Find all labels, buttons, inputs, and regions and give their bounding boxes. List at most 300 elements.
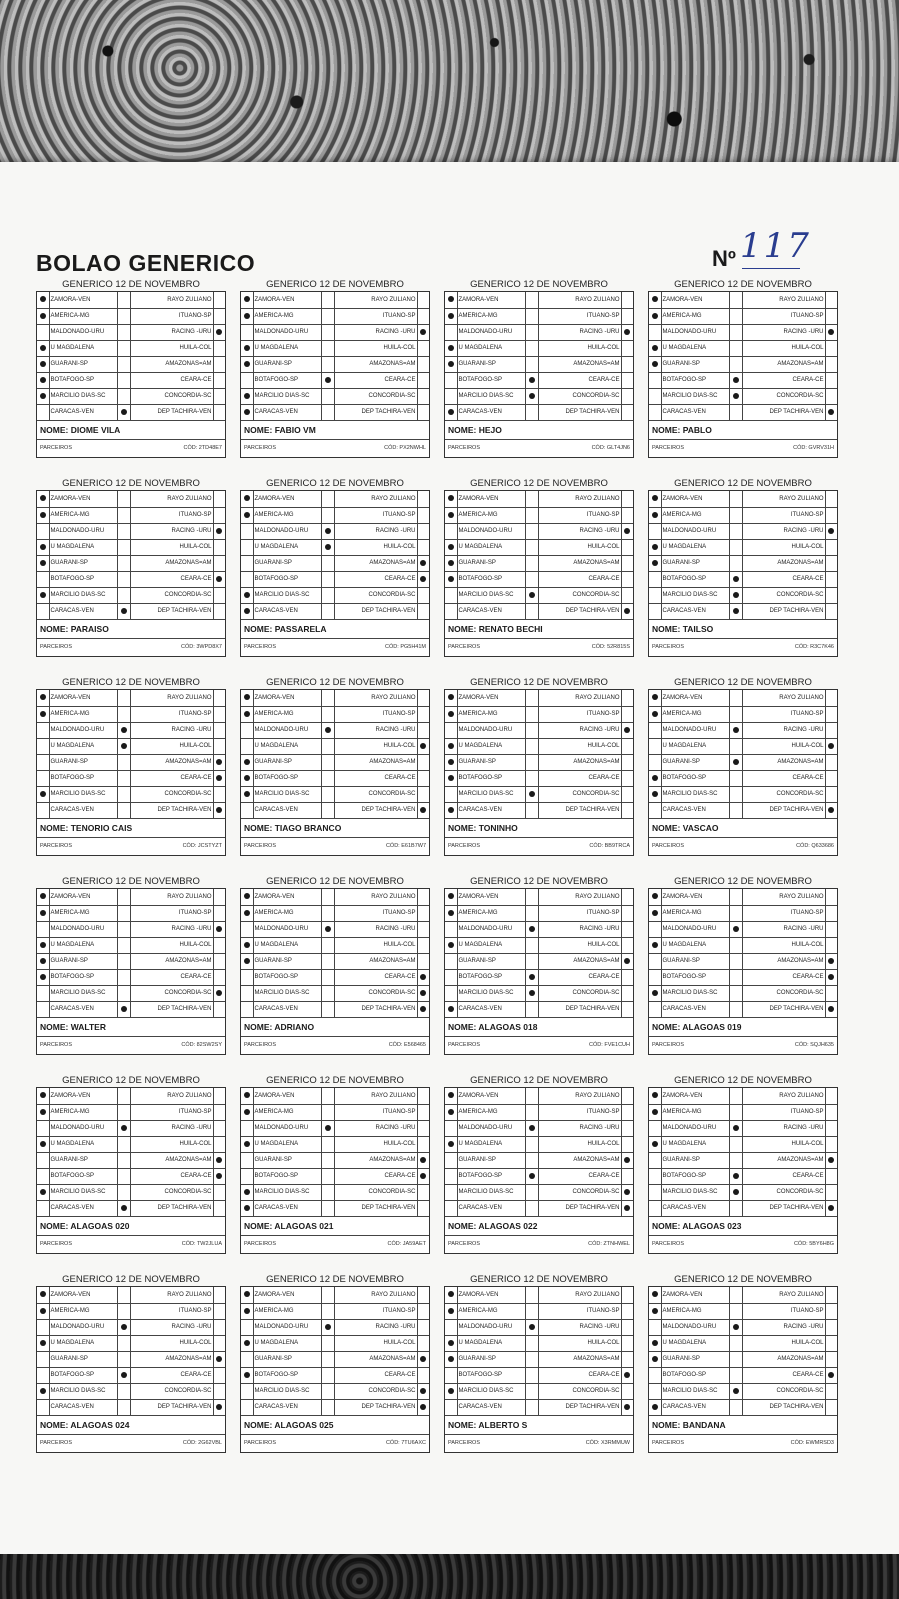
away-pick-cell (825, 507, 837, 523)
home-pick-cell (649, 786, 661, 802)
home-team: BOTAFOGO-SP (661, 770, 729, 786)
partners-label: PARCEIROS (448, 1041, 480, 1048)
home-team: GUARANI-SP (457, 1351, 525, 1367)
pick-mark-icon (325, 377, 331, 383)
game-row (445, 690, 633, 706)
home-team: CARACAS-VEN (661, 404, 729, 420)
home-team: AMERICA-MG (49, 905, 117, 921)
draw-pick-cell (117, 388, 130, 404)
pick-mark-icon (244, 942, 250, 948)
away-pick-cell (621, 1184, 633, 1200)
away-pick-cell (825, 1383, 837, 1399)
away-team: AMAZONAS=AM (130, 953, 213, 969)
home-pick-cell (241, 1351, 253, 1367)
player-name: FABIO VM (274, 424, 316, 435)
game-row (649, 1136, 837, 1152)
game-row (649, 1104, 837, 1120)
pick-mark-icon (624, 727, 630, 733)
game-row (445, 1383, 633, 1399)
draw-pick-cell (117, 1335, 130, 1351)
away-pick-cell (213, 308, 225, 324)
home-pick-cell (445, 523, 457, 539)
away-pick-cell (417, 1399, 429, 1415)
away-pick-cell (417, 539, 429, 555)
draw-pick-cell (729, 722, 742, 738)
player-name-prefix: NOME: (448, 1021, 477, 1032)
pick-mark-icon (652, 711, 658, 717)
pick-mark-icon (448, 296, 454, 302)
ticket-card-box (648, 888, 838, 1055)
home-pick-cell (445, 937, 457, 953)
away-team: DEP TACHIRA-VEN (538, 404, 621, 420)
home-pick-cell (241, 1399, 253, 1415)
home-team: GUARANI-SP (253, 953, 321, 969)
pick-mark-icon (244, 694, 250, 700)
partners-label: PARCEIROS (448, 444, 480, 451)
draw-pick-cell (729, 1152, 742, 1168)
away-pick-cell (417, 340, 429, 356)
home-team: BOTAFOGO-SP (253, 372, 321, 388)
home-team: AMERICA-MG (457, 706, 525, 722)
home-team: ZAMORA-VEN (49, 292, 117, 308)
player-name-prefix: NOME: (244, 1419, 273, 1430)
home-team: U MAGDALENA (457, 1335, 525, 1351)
game-row (241, 1303, 429, 1319)
home-team: MARCILIO DIAS-SC (253, 1184, 321, 1200)
pick-mark-icon (652, 1308, 658, 1314)
game-row (37, 388, 225, 404)
away-pick-cell (825, 1001, 837, 1017)
away-team: ITUANO-SP (538, 706, 621, 722)
pick-mark-icon (420, 329, 426, 335)
home-pick-cell (649, 555, 661, 571)
game-row (241, 404, 429, 420)
player-name-row (241, 1018, 429, 1037)
pick-mark-icon (420, 1006, 426, 1012)
away-pick-cell (213, 1383, 225, 1399)
home-pick-cell (241, 507, 253, 523)
home-team: GUARANI-SP (49, 1152, 117, 1168)
away-pick-cell (417, 1351, 429, 1367)
home-pick-cell (445, 603, 457, 619)
home-team: MALDONADO-URU (253, 1319, 321, 1335)
pick-mark-icon (216, 576, 222, 582)
away-pick-cell (417, 802, 429, 818)
away-team: CEARA-CE (130, 1168, 213, 1184)
pick-mark-icon (828, 1006, 834, 1012)
away-pick-cell (417, 292, 429, 308)
away-pick-cell (825, 738, 837, 754)
home-pick-cell (37, 1104, 49, 1120)
away-team: DEP TACHIRA-VEN (334, 1001, 417, 1017)
away-team: AMAZONAS=AM (742, 953, 825, 969)
home-pick-cell (445, 1351, 457, 1367)
player-name-prefix: NOME: (652, 424, 681, 435)
away-team: DEP TACHIRA-VEN (538, 603, 621, 619)
game-row (649, 1200, 837, 1216)
away-team: RACING -URU (130, 722, 213, 738)
home-pick-cell (37, 523, 49, 539)
game-row (37, 1120, 225, 1136)
away-pick-cell (213, 388, 225, 404)
draw-pick-cell (117, 507, 130, 523)
away-pick-cell (621, 802, 633, 818)
home-team: ZAMORA-VEN (457, 491, 525, 507)
ticket-footer (649, 1435, 837, 1452)
away-team: ITUANO-SP (742, 706, 825, 722)
draw-pick-cell (321, 372, 334, 388)
pick-mark-icon (733, 1324, 739, 1330)
game-row (241, 1184, 429, 1200)
ticket-code (795, 639, 834, 656)
draw-pick-cell (729, 1367, 742, 1383)
game-row (445, 770, 633, 786)
game-row (649, 1399, 837, 1415)
game-row (37, 969, 225, 985)
pick-mark-icon (448, 1340, 454, 1346)
draw-pick-cell (525, 308, 538, 324)
ticket-code (795, 1037, 834, 1054)
away-pick-cell (213, 1351, 225, 1367)
home-team: BOTAFOGO-SP (457, 1168, 525, 1184)
away-team: RACING -URU (538, 1120, 621, 1136)
draw-pick-cell (525, 1287, 538, 1303)
pick-mark-icon (244, 512, 250, 518)
pick-mark-icon (244, 1109, 250, 1115)
game-row (241, 770, 429, 786)
away-pick-cell (621, 786, 633, 802)
home-pick-cell (37, 555, 49, 571)
draw-pick-cell (729, 324, 742, 340)
home-pick-cell (241, 372, 253, 388)
home-pick-cell (445, 754, 457, 770)
draw-pick-cell (321, 1088, 334, 1104)
away-pick-cell (621, 905, 633, 921)
home-pick-cell (241, 953, 253, 969)
draw-pick-cell (117, 738, 130, 754)
home-team: CARACAS-VEN (253, 603, 321, 619)
ticket-code-value: 7TU6AXC (401, 1439, 426, 1446)
home-pick-cell (445, 1367, 457, 1383)
away-team: CONCORDIA-SC (742, 587, 825, 603)
draw-pick-cell (525, 985, 538, 1001)
draw-pick-cell (729, 754, 742, 770)
games-table (649, 292, 837, 421)
game-row (241, 1399, 429, 1415)
draw-pick-cell (729, 587, 742, 603)
away-team: CEARA-CE (334, 372, 417, 388)
away-team: AMAZONAS=AM (130, 754, 213, 770)
player-name: TENORIO CAIS (70, 822, 133, 833)
game-row (37, 985, 225, 1001)
home-pick-cell (241, 292, 253, 308)
away-pick-cell (417, 770, 429, 786)
home-team: MARCILIO DIAS-SC (49, 786, 117, 802)
ticket-code-prefix: CÓD: (384, 444, 398, 451)
draw-pick-cell (729, 603, 742, 619)
home-team: U MAGDALENA (49, 738, 117, 754)
game-row (37, 1351, 225, 1367)
game-row (241, 738, 429, 754)
game-row (445, 889, 633, 905)
game-row (241, 1319, 429, 1335)
home-team: U MAGDALENA (49, 340, 117, 356)
home-pick-cell (445, 1001, 457, 1017)
away-pick-cell (621, 1104, 633, 1120)
home-team: GUARANI-SP (457, 555, 525, 571)
game-row (241, 953, 429, 969)
home-pick-cell (649, 340, 661, 356)
ticket-code-prefix: CÓD: (591, 444, 606, 451)
away-team: DEP TACHIRA-VEN (334, 603, 417, 619)
pick-mark-icon (529, 393, 535, 399)
home-pick-cell (241, 1367, 253, 1383)
away-pick-cell (825, 523, 837, 539)
partners-label: PARCEIROS (448, 1240, 480, 1247)
player-name-prefix: NOME: (448, 1220, 477, 1231)
ticket-card-box (36, 1286, 226, 1453)
ticket-card-title: GENERICO 12 DE NOVEMBRO (266, 677, 404, 688)
pick-mark-icon (40, 1308, 46, 1314)
draw-pick-cell (729, 1303, 742, 1319)
ticket-code-prefix: CÓD: (793, 444, 807, 451)
game-row (445, 1335, 633, 1351)
game-row (241, 1383, 429, 1399)
away-pick-cell (825, 937, 837, 953)
game-row (241, 985, 429, 1001)
draw-pick-cell (729, 889, 742, 905)
away-team: DEP TACHIRA-VEN (538, 1399, 621, 1415)
game-row (37, 1168, 225, 1184)
ticket-card-title: GENERICO 12 DE NOVEMBRO (266, 1075, 404, 1086)
pick-mark-icon (40, 958, 46, 964)
home-team: AMERICA-MG (253, 507, 321, 523)
ticket-card-title: GENERICO 12 DE NOVEMBRO (470, 1274, 608, 1285)
draw-pick-cell (525, 1120, 538, 1136)
home-pick-cell (241, 603, 253, 619)
home-team: CARACAS-VEN (457, 1001, 525, 1017)
away-team: DEP TACHIRA-VEN (742, 1200, 825, 1216)
pick-mark-icon (529, 377, 535, 383)
home-pick-cell (649, 491, 661, 507)
game-row (445, 921, 633, 937)
away-pick-cell (417, 1168, 429, 1184)
away-pick-cell (213, 571, 225, 587)
pick-mark-icon (733, 926, 739, 932)
away-team: AMAZONAS=AM (334, 356, 417, 372)
home-team: BOTAFOGO-SP (661, 571, 729, 587)
away-team: ITUANO-SP (130, 1104, 213, 1120)
pick-mark-icon (448, 1388, 454, 1394)
away-pick-cell (621, 754, 633, 770)
ticket-code (386, 1435, 426, 1452)
player-name: WALTER (70, 1021, 106, 1032)
away-team: RAYO ZULIANO (334, 690, 417, 706)
away-pick-cell (621, 1319, 633, 1335)
home-team: ZAMORA-VEN (457, 889, 525, 905)
draw-pick-cell (525, 754, 538, 770)
home-team: BOTAFOGO-SP (253, 1367, 321, 1383)
game-row (241, 308, 429, 324)
ticket-card-title: GENERICO 12 DE NOVEMBRO (62, 1274, 200, 1285)
draw-pick-cell (117, 1367, 130, 1383)
ticket-card-box (444, 291, 634, 458)
game-row (241, 372, 429, 388)
home-team: U MAGDALENA (457, 937, 525, 953)
games-table (445, 889, 633, 1018)
ticket-code-prefix: CÓD: (182, 842, 197, 849)
pick-mark-icon (733, 377, 739, 383)
ticket-card-box (36, 490, 226, 657)
ticket-card (444, 1273, 634, 1457)
pick-mark-icon (652, 893, 658, 899)
home-team: GUARANI-SP (661, 356, 729, 372)
ticket-code (791, 1435, 834, 1452)
sheet-number-underline (742, 268, 800, 269)
home-team: MARCILIO DIAS-SC (661, 985, 729, 1001)
home-team: GUARANI-SP (253, 555, 321, 571)
away-team: DEP TACHIRA-VEN (130, 1200, 213, 1216)
away-pick-cell (621, 539, 633, 555)
draw-pick-cell (729, 340, 742, 356)
home-team: GUARANI-SP (253, 1152, 321, 1168)
draw-pick-cell (525, 770, 538, 786)
home-pick-cell (241, 356, 253, 372)
pick-mark-icon (244, 495, 250, 501)
draw-pick-cell (321, 587, 334, 603)
pick-mark-icon (216, 759, 222, 765)
game-row (649, 754, 837, 770)
away-pick-cell (417, 507, 429, 523)
draw-pick-cell (729, 1399, 742, 1415)
home-team: ZAMORA-VEN (49, 491, 117, 507)
home-pick-cell (445, 1319, 457, 1335)
pick-mark-icon (828, 329, 834, 335)
ticket-card-title: GENERICO 12 DE NOVEMBRO (470, 478, 608, 489)
partners-label: PARCEIROS (40, 1439, 72, 1446)
game-row (241, 388, 429, 404)
draw-pick-cell (321, 1351, 334, 1367)
draw-pick-cell (117, 404, 130, 420)
game-row (649, 937, 837, 953)
game-row (37, 953, 225, 969)
pick-mark-icon (624, 329, 630, 335)
away-team: ITUANO-SP (742, 905, 825, 921)
home-team: ZAMORA-VEN (661, 491, 729, 507)
away-team: RAYO ZULIANO (130, 690, 213, 706)
away-team: RACING -URU (334, 523, 417, 539)
away-pick-cell (417, 985, 429, 1001)
pick-mark-icon (216, 1404, 222, 1410)
ticket-code-prefix: CÓD: (589, 842, 604, 849)
draw-pick-cell (729, 356, 742, 372)
away-team: RAYO ZULIANO (538, 690, 621, 706)
game-row (37, 1335, 225, 1351)
home-pick-cell (241, 1152, 253, 1168)
player-name-row (445, 620, 633, 639)
player-name-row (37, 1217, 225, 1236)
home-team: MARCILIO DIAS-SC (49, 388, 117, 404)
game-row (37, 340, 225, 356)
home-team: GUARANI-SP (661, 1152, 729, 1168)
games-table (649, 889, 837, 1018)
home-team: MARCILIO DIAS-SC (49, 1184, 117, 1200)
draw-pick-cell (729, 1088, 742, 1104)
home-team: CARACAS-VEN (253, 1399, 321, 1415)
home-team: U MAGDALENA (253, 1335, 321, 1351)
game-row (241, 937, 429, 953)
home-team: BOTAFOGO-SP (661, 1168, 729, 1184)
away-pick-cell (621, 1168, 633, 1184)
home-team: BOTAFOGO-SP (253, 969, 321, 985)
away-team: HUILA-COL (742, 539, 825, 555)
game-row (649, 523, 837, 539)
pick-mark-icon (121, 727, 127, 733)
game-row (649, 722, 837, 738)
away-team: ITUANO-SP (334, 507, 417, 523)
draw-pick-cell (117, 292, 130, 308)
pick-mark-icon (420, 1388, 426, 1394)
player-name-row (445, 1018, 633, 1037)
ticket-code (589, 1037, 630, 1054)
home-team: AMERICA-MG (253, 706, 321, 722)
draw-pick-cell (525, 706, 538, 722)
away-team: RAYO ZULIANO (130, 1287, 213, 1303)
pick-mark-icon (448, 910, 454, 916)
away-pick-cell (213, 603, 225, 619)
draw-pick-cell (729, 1136, 742, 1152)
player-name-prefix: NOME: (652, 1220, 681, 1231)
away-pick-cell (621, 340, 633, 356)
game-row (37, 1088, 225, 1104)
away-pick-cell (621, 1200, 633, 1216)
home-team: MALDONADO-URU (661, 722, 729, 738)
home-pick-cell (241, 1120, 253, 1136)
draw-pick-cell (117, 555, 130, 571)
home-pick-cell (37, 1136, 49, 1152)
game-row (37, 905, 225, 921)
ticket-code-value: E61B7W7 (401, 842, 426, 849)
ticket-card-box (36, 291, 226, 458)
home-pick-cell (649, 889, 661, 905)
home-team: AMERICA-MG (661, 1303, 729, 1319)
home-team: ZAMORA-VEN (457, 690, 525, 706)
away-team: ITUANO-SP (130, 905, 213, 921)
home-pick-cell (241, 388, 253, 404)
home-pick-cell (241, 722, 253, 738)
game-row (241, 1136, 429, 1152)
away-pick-cell (621, 1351, 633, 1367)
away-pick-cell (417, 1136, 429, 1152)
away-pick-cell (213, 507, 225, 523)
away-pick-cell (825, 985, 837, 1001)
ticket-code (387, 1236, 426, 1253)
pick-mark-icon (244, 1372, 250, 1378)
home-team: ZAMORA-VEN (253, 1287, 321, 1303)
game-row (445, 587, 633, 603)
draw-pick-cell (321, 356, 334, 372)
home-pick-cell (649, 1168, 661, 1184)
game-row (37, 1184, 225, 1200)
pick-mark-icon (652, 495, 658, 501)
home-team: MALDONADO-URU (253, 921, 321, 937)
home-team: MARCILIO DIAS-SC (253, 786, 321, 802)
game-row (649, 1001, 837, 1017)
away-pick-cell (621, 292, 633, 308)
pick-mark-icon (652, 512, 658, 518)
away-team: DEP TACHIRA-VEN (742, 1001, 825, 1017)
game-row (241, 786, 429, 802)
